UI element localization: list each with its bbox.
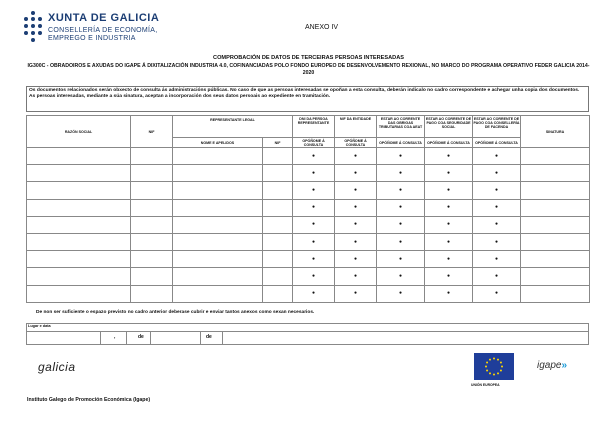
oppose-checkbox-icon[interactable]: ● [447, 186, 451, 193]
header-opono-dni: OPÓÑOME Á CONSULTA [293, 138, 335, 148]
oppose-checkbox-icon[interactable]: ● [312, 169, 316, 176]
header-opono-facenda: OPÓÑOME Á CONSULTA [473, 138, 521, 148]
oppose-dni-cell[interactable] [293, 182, 335, 199]
signature-cell[interactable] [521, 251, 590, 268]
header-aeat: ESTAR AO CORRENTE DAS OBRIGAS TRIBUTARIAS COA AEAT [377, 116, 425, 138]
oppose-checkbox-icon[interactable]: ● [312, 255, 316, 262]
eu-star-icon [500, 370, 502, 372]
nome-apelidos-cell[interactable] [173, 216, 263, 233]
additional-annex-note: De non ser suficiente o espazo previsto no cadro anterior deberase cubrir e enviar tantos anexos como sexan necesarios. [36, 310, 315, 315]
oppose-nif-entidade-cell[interactable] [335, 268, 377, 285]
oppose-facenda-cell[interactable] [473, 268, 521, 285]
signature-cell[interactable] [521, 182, 590, 199]
eu-star-icon [497, 372, 499, 374]
header-sinatura: SINATURA [521, 116, 590, 148]
oppose-dni-cell[interactable] [293, 148, 335, 165]
igape-chevrons-icon: » [561, 360, 568, 371]
oppose-checkbox-icon[interactable]: ● [495, 152, 499, 159]
header-facenda: ESTAR AO CORRENTE DE PAGO COA CONSELLERÍA DE FACENDA [473, 116, 521, 138]
signature-cell[interactable] [521, 285, 590, 302]
eu-star-icon [497, 359, 499, 361]
oppose-nif-entidade-cell[interactable] [335, 199, 377, 216]
oppose-seguridade-social-cell[interactable] [425, 251, 473, 268]
place-date-box [26, 323, 589, 345]
eu-star-icon [485, 366, 487, 368]
nif-cell[interactable] [131, 233, 173, 250]
eu-star-icon [501, 366, 503, 368]
oppose-checkbox-icon[interactable]: ● [354, 221, 358, 228]
oppose-checkbox-icon[interactable]: ● [399, 255, 403, 262]
signature-cell[interactable] [521, 199, 590, 216]
eu-star-icon [493, 358, 495, 360]
header-representante-legal: REPRESENTANTE LEGAL [173, 116, 293, 138]
oppose-checkbox-icon[interactable]: ● [399, 169, 403, 176]
oppose-seguridade-social-cell[interactable] [425, 233, 473, 250]
oppose-checkbox-icon[interactable]: ● [495, 204, 499, 211]
rep-nif-cell[interactable] [263, 233, 293, 250]
header-nif-entidade: NIF DA ENTIDADE [335, 116, 377, 138]
place-date-label: Lugar e data [28, 324, 51, 328]
oppose-checkbox-icon[interactable]: ● [312, 152, 316, 159]
oppose-facenda-cell[interactable] [473, 148, 521, 165]
table-row [27, 268, 590, 285]
table-body [27, 148, 590, 303]
oppose-checkbox-icon[interactable]: ● [354, 186, 358, 193]
oppose-checkbox-icon[interactable]: ● [399, 186, 403, 193]
table-row [27, 199, 590, 216]
oppose-nif-entidade-cell[interactable] [335, 285, 377, 302]
header-opono-aeat: OPÓÑOME Á CONSULTA [377, 138, 425, 148]
igape-logo [537, 360, 567, 371]
oppose-dni-cell[interactable] [293, 233, 335, 250]
nome-apelidos-cell[interactable] [173, 182, 263, 199]
eu-star-icon [486, 362, 488, 364]
nome-apelidos-cell[interactable] [173, 165, 263, 182]
department-line-1: CONSELLERÍA DE ECONOMÍA, [48, 27, 158, 34]
rep-nif-cell[interactable] [263, 251, 293, 268]
oppose-aeat-cell[interactable] [377, 251, 425, 268]
oppose-aeat-cell[interactable] [377, 148, 425, 165]
oppose-nif-entidade-cell[interactable] [335, 165, 377, 182]
signature-cell[interactable] [521, 233, 590, 250]
eu-star-icon [489, 372, 491, 374]
oppose-checkbox-icon[interactable]: ● [495, 255, 499, 262]
oppose-checkbox-icon[interactable]: ● [447, 255, 451, 262]
nome-apelidos-cell[interactable] [173, 199, 263, 216]
oppose-aeat-cell[interactable] [377, 285, 425, 302]
oppose-dni-cell[interactable] [293, 165, 335, 182]
place-date-divider [26, 331, 589, 332]
oppose-nif-entidade-cell[interactable] [335, 182, 377, 199]
xunta-name: XUNTA DE GALICIA [48, 12, 160, 24]
razon-social-cell[interactable] [27, 199, 131, 216]
oppose-checkbox-icon[interactable]: ● [399, 238, 403, 245]
table-row [27, 251, 590, 268]
oppose-dni-cell[interactable] [293, 216, 335, 233]
header-dni-representante: DNI DA PERSOA REPRESENTANTE [293, 116, 335, 138]
header-opono-nif: OPÓÑOME Á CONSULTA [335, 138, 377, 148]
oppose-checkbox-icon[interactable]: ● [447, 169, 451, 176]
razon-social-cell[interactable] [27, 165, 131, 182]
oppose-nif-entidade-cell[interactable] [335, 251, 377, 268]
oppose-checkbox-icon[interactable]: ● [312, 221, 316, 228]
table-row [27, 216, 590, 233]
header-nome-apelidos: NOME E APELIDOS [173, 138, 263, 148]
oppose-facenda-cell[interactable] [473, 285, 521, 302]
header-seguridade-social: ESTAR AO CORRENTE DE PAGO COA SEGURIDADE SOCIAL [425, 116, 473, 138]
nif-cell[interactable] [131, 251, 173, 268]
oppose-facenda-cell[interactable] [473, 165, 521, 182]
rep-nif-cell[interactable] [263, 216, 293, 233]
rep-nif-cell[interactable] [263, 165, 293, 182]
nif-cell[interactable] [131, 268, 173, 285]
nif-cell[interactable] [131, 148, 173, 165]
nome-apelidos-cell[interactable] [173, 233, 263, 250]
header-rep-nif: NIF [263, 138, 293, 148]
oppose-dni-cell[interactable] [293, 199, 335, 216]
oppose-facenda-cell[interactable] [473, 216, 521, 233]
oppose-aeat-cell[interactable] [377, 233, 425, 250]
eu-star-icon [489, 359, 491, 361]
nif-cell[interactable] [131, 182, 173, 199]
table-row [27, 285, 590, 302]
razon-social-cell[interactable] [27, 233, 131, 250]
oppose-checkbox-icon[interactable]: ● [312, 238, 316, 245]
oppose-checkbox-icon[interactable]: ● [354, 204, 358, 211]
oppose-dni-cell[interactable] [293, 268, 335, 285]
oppose-facenda-cell[interactable] [473, 182, 521, 199]
nome-apelidos-cell[interactable] [173, 285, 263, 302]
nome-apelidos-cell[interactable] [173, 251, 263, 268]
razon-social-cell[interactable] [27, 148, 131, 165]
oppose-seguridade-social-cell[interactable] [425, 199, 473, 216]
nif-cell[interactable] [131, 216, 173, 233]
header-opono-ss: OPÓÑOME Á CONSULTA [425, 138, 473, 148]
oppose-seguridade-social-cell[interactable] [425, 216, 473, 233]
signature-cell[interactable] [521, 268, 590, 285]
oppose-checkbox-icon[interactable]: ● [447, 152, 451, 159]
place-field[interactable] [100, 331, 101, 345]
igape-wordmark: igape [537, 360, 562, 371]
year-prefix-field[interactable] [200, 331, 201, 345]
table-row [27, 165, 590, 182]
info-consultation-text: Os documentos relacionados serán obxecto de consulta ás administracións públicas. No caso de que as persoas interesadas se opoñan a esta consulta, deberán indicalo no cadro correspondente e achegar unha copia dos documentos. [29, 88, 580, 93]
header-razon-social: RAZÓN SOCIAL [27, 116, 131, 148]
oppose-seguridade-social-cell[interactable] [425, 165, 473, 182]
nif-cell[interactable] [131, 285, 173, 302]
rep-nif-cell[interactable] [263, 285, 293, 302]
oppose-checkbox-icon[interactable]: ● [495, 238, 499, 245]
nif-cell[interactable] [131, 199, 173, 216]
interested-parties-table [26, 115, 590, 303]
oppose-checkbox-icon[interactable]: ● [495, 221, 499, 228]
table-row [27, 233, 590, 250]
oppose-seguridade-social-cell[interactable] [425, 148, 473, 165]
institute-name: Instituto Galego de Promoción Económica (Igape) [27, 397, 151, 403]
oppose-facenda-cell[interactable] [473, 199, 521, 216]
month-field[interactable] [150, 331, 151, 345]
nome-apelidos-cell[interactable] [173, 268, 263, 285]
oppose-checkbox-icon[interactable]: ● [399, 204, 403, 211]
galicia-logo: galicia [38, 360, 76, 374]
date-comma: , [114, 334, 116, 340]
table-row [27, 148, 590, 165]
oppose-aeat-cell[interactable] [377, 268, 425, 285]
eu-flag-icon [474, 353, 514, 380]
oppose-seguridade-social-cell[interactable] [425, 182, 473, 199]
form-title: COMPROBACIÓN DE DATOS DE TERCEIRAS PERSOAS INTERESADAS [213, 55, 404, 61]
oppose-checkbox-icon[interactable]: ● [354, 290, 358, 297]
oppose-nif-entidade-cell[interactable] [335, 148, 377, 165]
signature-cell[interactable] [521, 216, 590, 233]
year-field[interactable] [222, 331, 223, 345]
oppose-checkbox-icon[interactable]: ● [312, 186, 316, 193]
rep-nif-cell[interactable] [263, 148, 293, 165]
signature-cell[interactable] [521, 165, 590, 182]
department-line-2: EMPREGO E INDUSTRIA [48, 35, 136, 42]
razon-social-cell[interactable] [27, 251, 131, 268]
oppose-checkbox-icon[interactable]: ● [399, 221, 403, 228]
oppose-checkbox-icon[interactable]: ● [447, 221, 451, 228]
oppose-checkbox-icon[interactable]: ● [399, 152, 403, 159]
oppose-facenda-cell[interactable] [473, 251, 521, 268]
oppose-checkbox-icon[interactable]: ● [354, 152, 358, 159]
oppose-checkbox-icon[interactable]: ● [354, 272, 358, 279]
oppose-aeat-cell[interactable] [377, 199, 425, 216]
rep-nif-cell[interactable] [263, 182, 293, 199]
oppose-checkbox-icon[interactable]: ● [312, 204, 316, 211]
oppose-checkbox-icon[interactable]: ● [447, 238, 451, 245]
oppose-checkbox-icon[interactable]: ● [399, 272, 403, 279]
razon-social-cell[interactable] [27, 216, 131, 233]
table-row [27, 182, 590, 199]
oppose-checkbox-icon[interactable]: ● [312, 272, 316, 279]
oppose-seguridade-social-cell[interactable] [425, 285, 473, 302]
signature-cell[interactable] [521, 148, 590, 165]
oppose-aeat-cell[interactable] [377, 216, 425, 233]
rep-nif-cell[interactable] [263, 199, 293, 216]
eu-caption: UNIÓN EUROPEA [471, 383, 500, 387]
oppose-dni-cell[interactable] [293, 251, 335, 268]
oppose-nif-entidade-cell[interactable] [335, 216, 377, 233]
oppose-checkbox-icon[interactable]: ● [354, 169, 358, 176]
oppose-checkbox-icon[interactable]: ● [495, 272, 499, 279]
oppose-checkbox-icon[interactable]: ● [495, 169, 499, 176]
razon-social-cell[interactable] [27, 268, 131, 285]
rep-nif-cell[interactable] [263, 268, 293, 285]
eu-star-icon [500, 362, 502, 364]
oppose-checkbox-icon[interactable]: ● [354, 255, 358, 262]
oppose-dni-cell[interactable] [293, 285, 335, 302]
eu-star-icon [493, 374, 495, 376]
oppose-nif-entidade-cell[interactable] [335, 233, 377, 250]
info-consent-text: As persoas interesadas, mediante a súa sinatura, aceptan a incorporación dos seus datos persoais ao expediente en tramitación. [29, 94, 331, 100]
header-nif: NIF [131, 116, 173, 148]
oppose-aeat-cell[interactable] [377, 165, 425, 182]
oppose-checkbox-icon[interactable]: ● [495, 186, 499, 193]
procedure-title: IG300C - OBRADOIROS E AXUDAS DO IGAPE Á DIXITALIZACIÓN INDUSTRIA 4.0, COFINANCIADAS POLO FONDO EUROPEO DE DESENVOLVEMENTO REXIONAL, NO MARCO DO PROGRAMA OPERATIVO FEDER GALICIA 2014-2020 [27, 63, 590, 76]
nome-apelidos-cell[interactable] [173, 148, 263, 165]
oppose-seguridade-social-cell[interactable] [425, 268, 473, 285]
info-box [26, 86, 589, 112]
date-de-1: de [138, 334, 144, 340]
oppose-checkbox-icon[interactable]: ● [399, 290, 403, 297]
date-de-2: de [206, 334, 212, 340]
oppose-checkbox-icon[interactable]: ● [312, 290, 316, 297]
razon-social-cell[interactable] [27, 182, 131, 199]
annex-label: ANEXO IV [304, 24, 339, 31]
oppose-checkbox-icon[interactable]: ● [447, 272, 451, 279]
oppose-checkbox-icon[interactable]: ● [447, 290, 451, 297]
eu-star-icon [486, 370, 488, 372]
oppose-aeat-cell[interactable] [377, 182, 425, 199]
oppose-checkbox-icon[interactable]: ● [495, 290, 499, 297]
razon-social-cell[interactable] [27, 285, 131, 302]
day-field[interactable] [126, 331, 127, 345]
oppose-facenda-cell[interactable] [473, 233, 521, 250]
oppose-checkbox-icon[interactable]: ● [447, 204, 451, 211]
nif-cell[interactable] [131, 165, 173, 182]
oppose-checkbox-icon[interactable]: ● [354, 238, 358, 245]
